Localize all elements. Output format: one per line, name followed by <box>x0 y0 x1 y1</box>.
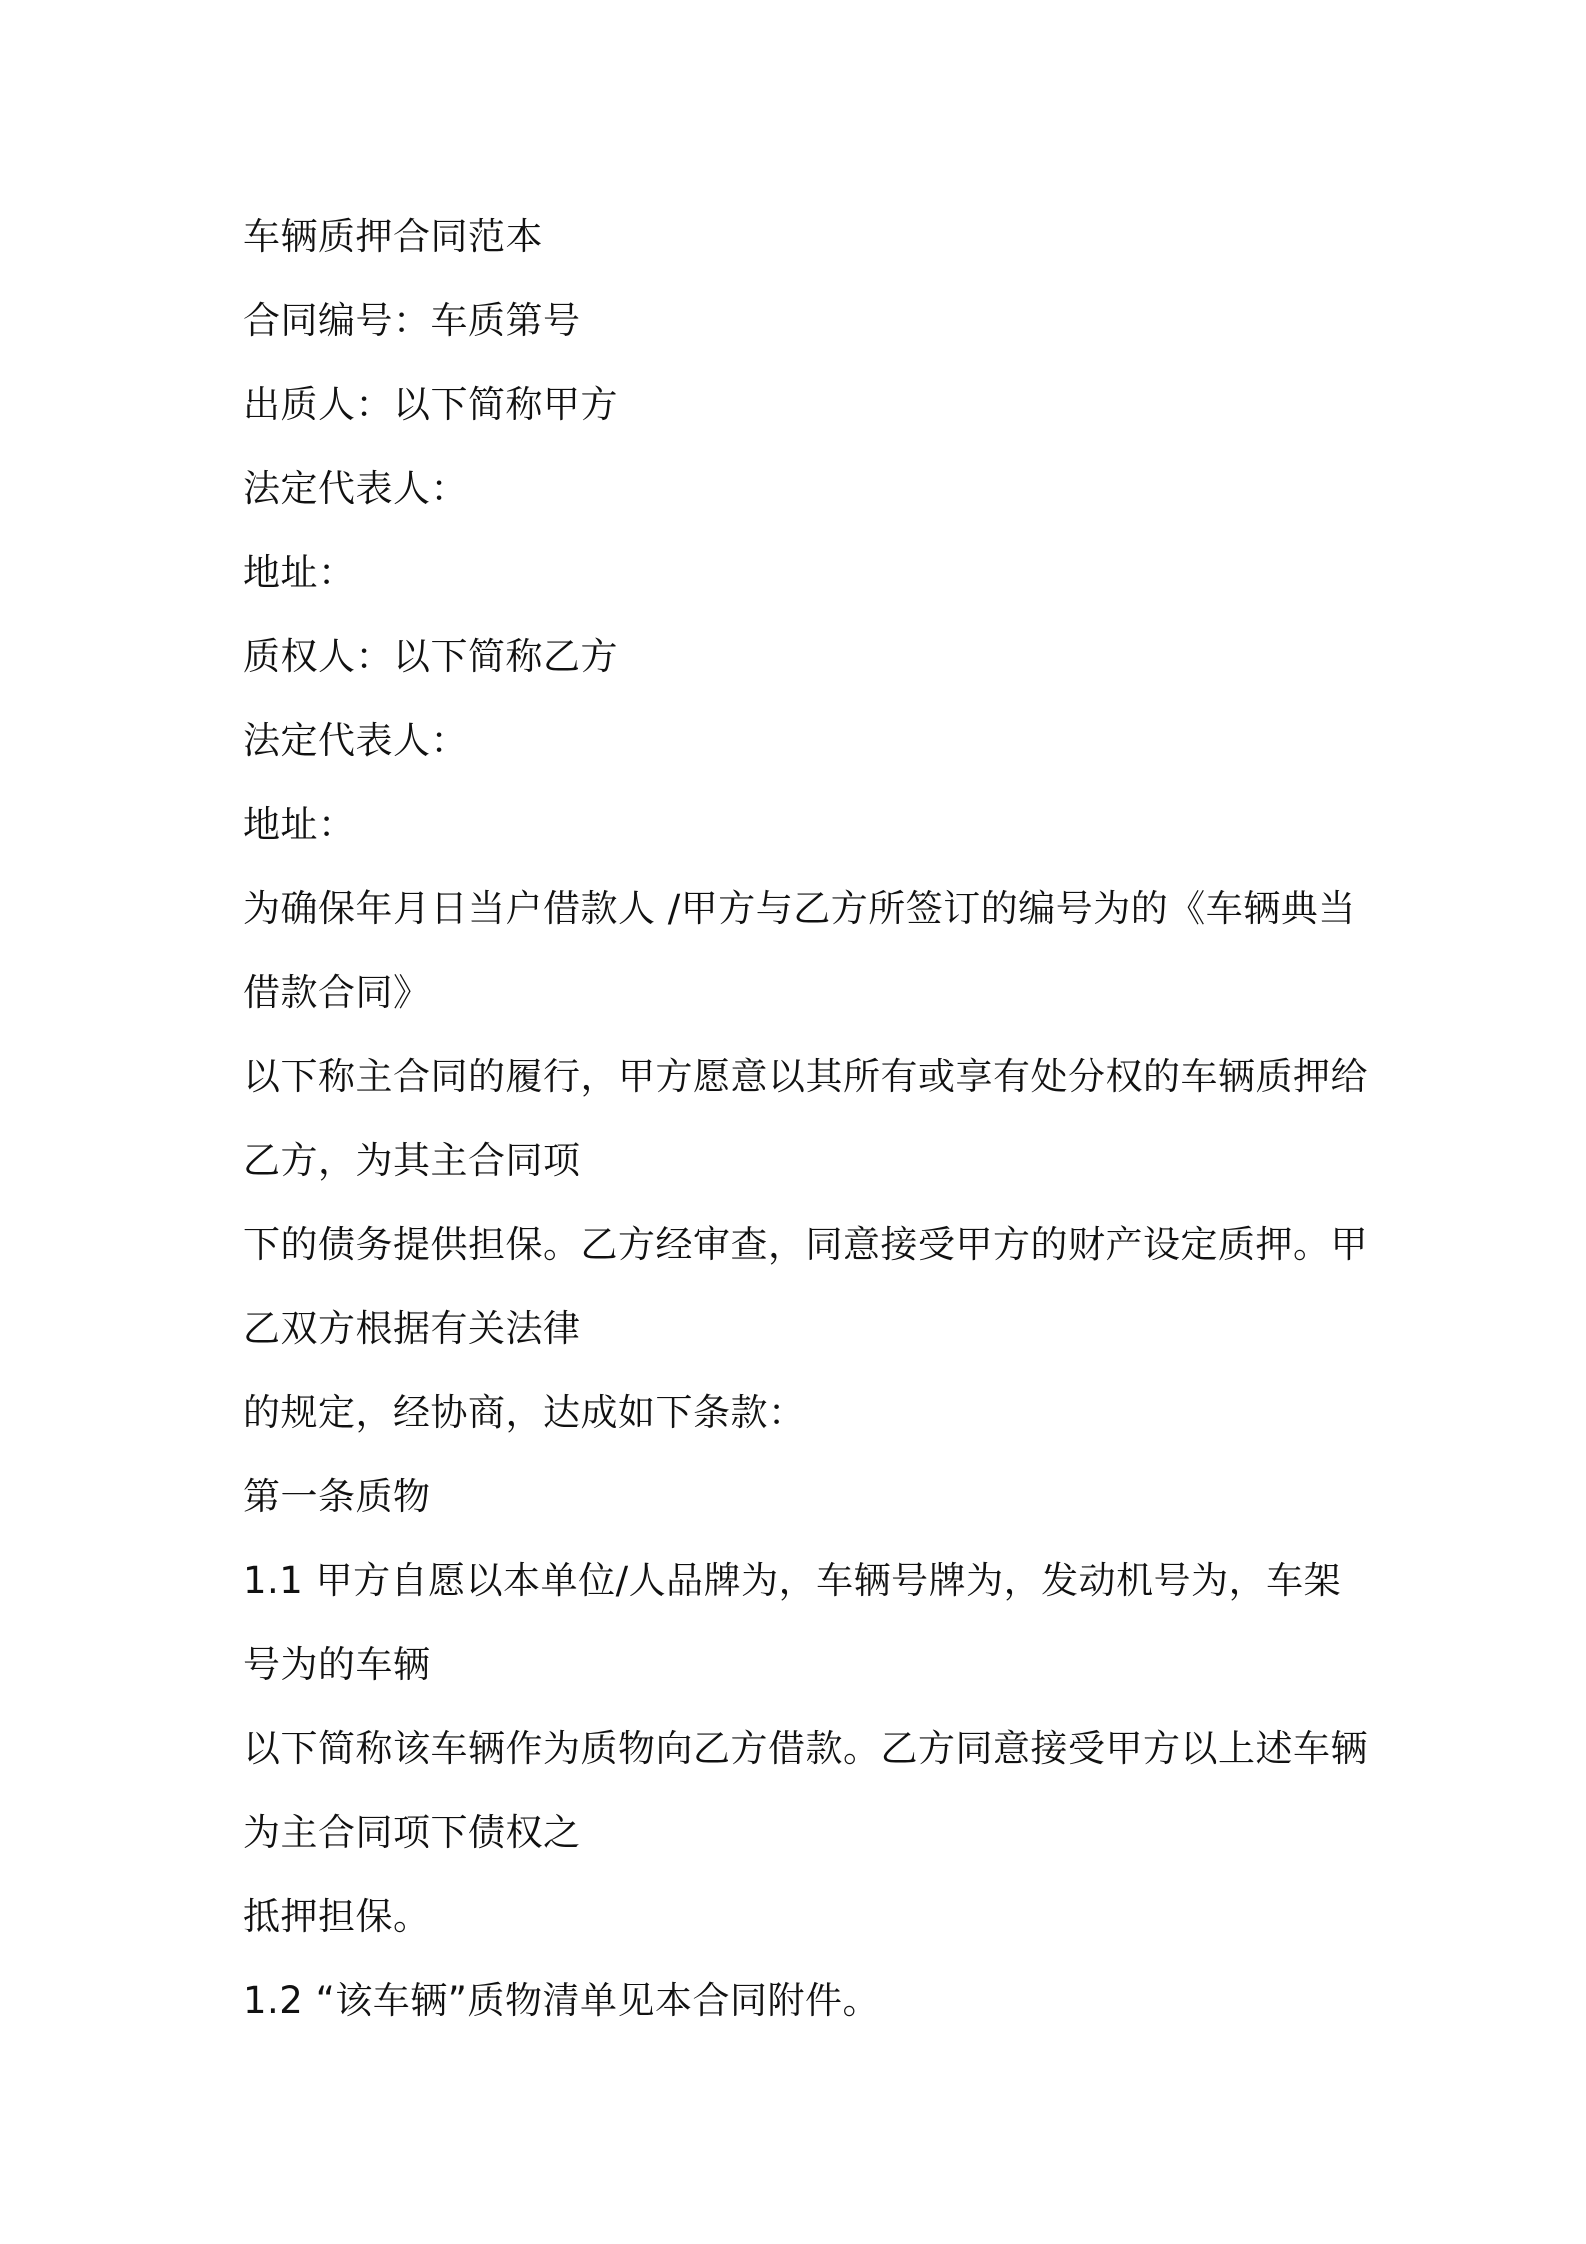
preamble-line-5: 下的债务提供担保。乙方经审查，同意接受甲方的财产设定质押。甲 <box>243 1223 1368 1266</box>
clause-1-1-line-3: 以下简称该车辆作为质物向乙方借款。乙方同意接受甲方以上述车辆 <box>243 1727 1368 1770</box>
preamble-line-1: 为确保年月日当户借款人 /甲方与乙方所签订的编号为的《车辆典当 <box>243 887 1356 930</box>
clause-1-1-line-5: 抵押担保。 <box>243 1895 431 1938</box>
preamble-line-3: 以下称主合同的履行，甲方愿意以其所有或享有处分权的车辆质押给 <box>243 1055 1368 1098</box>
clause-1-1-line-1: 1.1 甲方自愿以本单位/人品牌为，车辆号牌为，发动机号为，车架 <box>243 1559 1342 1602</box>
clause-1-2: 1.2 “该车辆”质物清单见本合同附件。 <box>243 1979 880 2022</box>
pledgor-legal-representative: 法定代表人： <box>243 467 468 510</box>
preamble-line-6: 乙双方根据有关法律 <box>243 1307 581 1350</box>
pledgee-address: 地址： <box>243 803 356 846</box>
clause-1-1-line-2: 号为的车辆 <box>243 1643 431 1686</box>
document-title: 车辆质押合同范本 <box>243 215 543 258</box>
pledgee: 质权人：以下简称乙方 <box>243 635 618 678</box>
document-body <box>243 195 1368 2043</box>
preamble-line-7: 的规定，经协商，达成如下条款： <box>243 1391 806 1434</box>
pledgor: 出质人：以下简称甲方 <box>243 383 618 426</box>
pledgee-legal-representative: 法定代表人： <box>243 719 468 762</box>
contract-number: 合同编号：车质第号 <box>243 299 581 342</box>
pledgor-address: 地址： <box>243 551 356 594</box>
clause-1-1-line-4: 为主合同项下债权之 <box>243 1811 581 1854</box>
article-1-heading: 第一条质物 <box>243 1475 431 1518</box>
preamble-line-2: 借款合同》 <box>243 971 431 1014</box>
preamble-line-4: 乙方，为其主合同项 <box>243 1139 581 1182</box>
